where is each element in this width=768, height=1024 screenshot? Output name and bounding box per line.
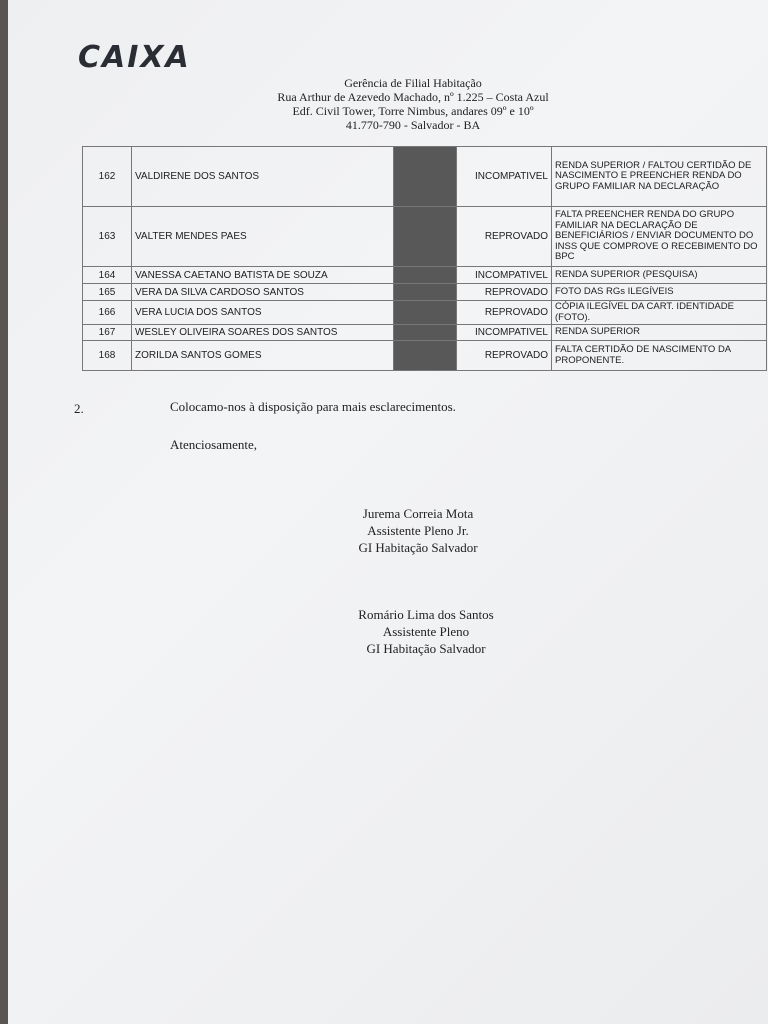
redacted-cell	[394, 147, 457, 207]
row-reason: RENDA SUPERIOR	[552, 325, 767, 341]
table-row	[83, 267, 767, 284]
row-status: REPROVADO	[457, 284, 552, 301]
table-row	[83, 301, 767, 325]
signatory-role: Assistente Pleno Jr.	[367, 523, 469, 538]
row-reason: RENDA SUPERIOR (PESQUISA)	[552, 267, 767, 284]
header-line-1: Gerência de Filial Habitação	[344, 76, 482, 90]
row-number: 162	[83, 147, 132, 207]
table-row	[83, 147, 767, 207]
header-line-4: 41.770-790 - Salvador - BA	[345, 118, 481, 132]
signatory-name: Romário Lima dos Santos	[358, 607, 494, 622]
row-name: VALDIRENE DOS SANTOS	[132, 147, 394, 207]
row-status: REPROVADO	[457, 301, 552, 325]
caixa-logo: CAIXA	[78, 40, 191, 75]
row-number: 166	[83, 301, 132, 325]
row-name: VERA LUCIA DOS SANTOS	[132, 301, 394, 325]
signatory-unit: GI Habitação Salvador	[358, 540, 478, 555]
signature-block	[308, 505, 528, 556]
redacted-cell	[394, 325, 457, 341]
header-line-3: Edf. Civil Tower, Torre Nimbus, andares 09º e 10º	[292, 104, 534, 118]
row-reason: FOTO DAS RGs ILEGÍVEIS	[552, 284, 767, 301]
signature-block	[316, 606, 536, 657]
row-name: VERA DA SILVA CARDOSO SANTOS	[132, 284, 394, 301]
redacted-cell	[394, 284, 457, 301]
row-number: 165	[83, 284, 132, 301]
signatory-unit: GI Habitação Salvador	[366, 641, 486, 656]
row-number: 164	[83, 267, 132, 284]
results-table	[82, 146, 767, 371]
item-text: Colocamo-nos à disposição para mais esclarecimentos.	[170, 399, 456, 414]
table-row	[83, 341, 767, 371]
row-reason: FALTA CERTIDÃO DE NASCIMENTO DA PROPONENTE.	[552, 341, 767, 371]
item-number: 2.	[74, 401, 84, 416]
redacted-cell	[394, 267, 457, 284]
table-row	[83, 207, 767, 267]
header-line-2: Rua Arthur de Azevedo Machado, nº 1.225 – Costa Azul	[277, 90, 549, 104]
table-row	[83, 325, 767, 341]
branch-header	[258, 76, 568, 132]
row-status: INCOMPATIVEL	[457, 325, 552, 341]
signatory-role: Assistente Pleno	[382, 624, 470, 639]
row-status: REPROVADO	[457, 341, 552, 371]
row-reason: FALTA PREENCHER RENDA DO GRUPO FAMILIAR NA DECLARAÇÃO DE BENEFICIÁRIOS / ENVIAR DOCUMENTO DO INSS QUE COMPROVE O RECEBIMENTO DO BPC	[552, 207, 767, 267]
closing-text: Atenciosamente,	[170, 437, 257, 452]
row-status: INCOMPATIVEL	[457, 147, 552, 207]
row-number: 163	[83, 207, 132, 267]
signatory-name: Jurema Correia Mota	[362, 506, 474, 521]
redacted-cell	[394, 341, 457, 371]
row-name: ZORILDA SANTOS GOMES	[132, 341, 394, 371]
document-page	[8, 0, 768, 1024]
row-number: 167	[83, 325, 132, 341]
row-number: 168	[83, 341, 132, 371]
redacted-cell	[394, 207, 457, 267]
row-status: INCOMPATIVEL	[457, 267, 552, 284]
row-name: VALTER MENDES PAES	[132, 207, 394, 267]
table-row	[83, 284, 767, 301]
row-reason: RENDA SUPERIOR / FALTOU CERTIDÃO DE NASCIMENTO E PREENCHER RENDA DO GRUPO FAMILIAR NA DECLARAÇÃO	[552, 147, 767, 207]
redacted-cell	[394, 301, 457, 325]
row-name: WESLEY OLIVEIRA SOARES DOS SANTOS	[132, 325, 394, 341]
row-reason: CÓPIA ILEGÍVEL DA CART. IDENTIDADE (FOTO).	[552, 301, 767, 325]
row-status: REPROVADO	[457, 207, 552, 267]
row-name: VANESSA CAETANO BATISTA DE SOUZA	[132, 267, 394, 284]
